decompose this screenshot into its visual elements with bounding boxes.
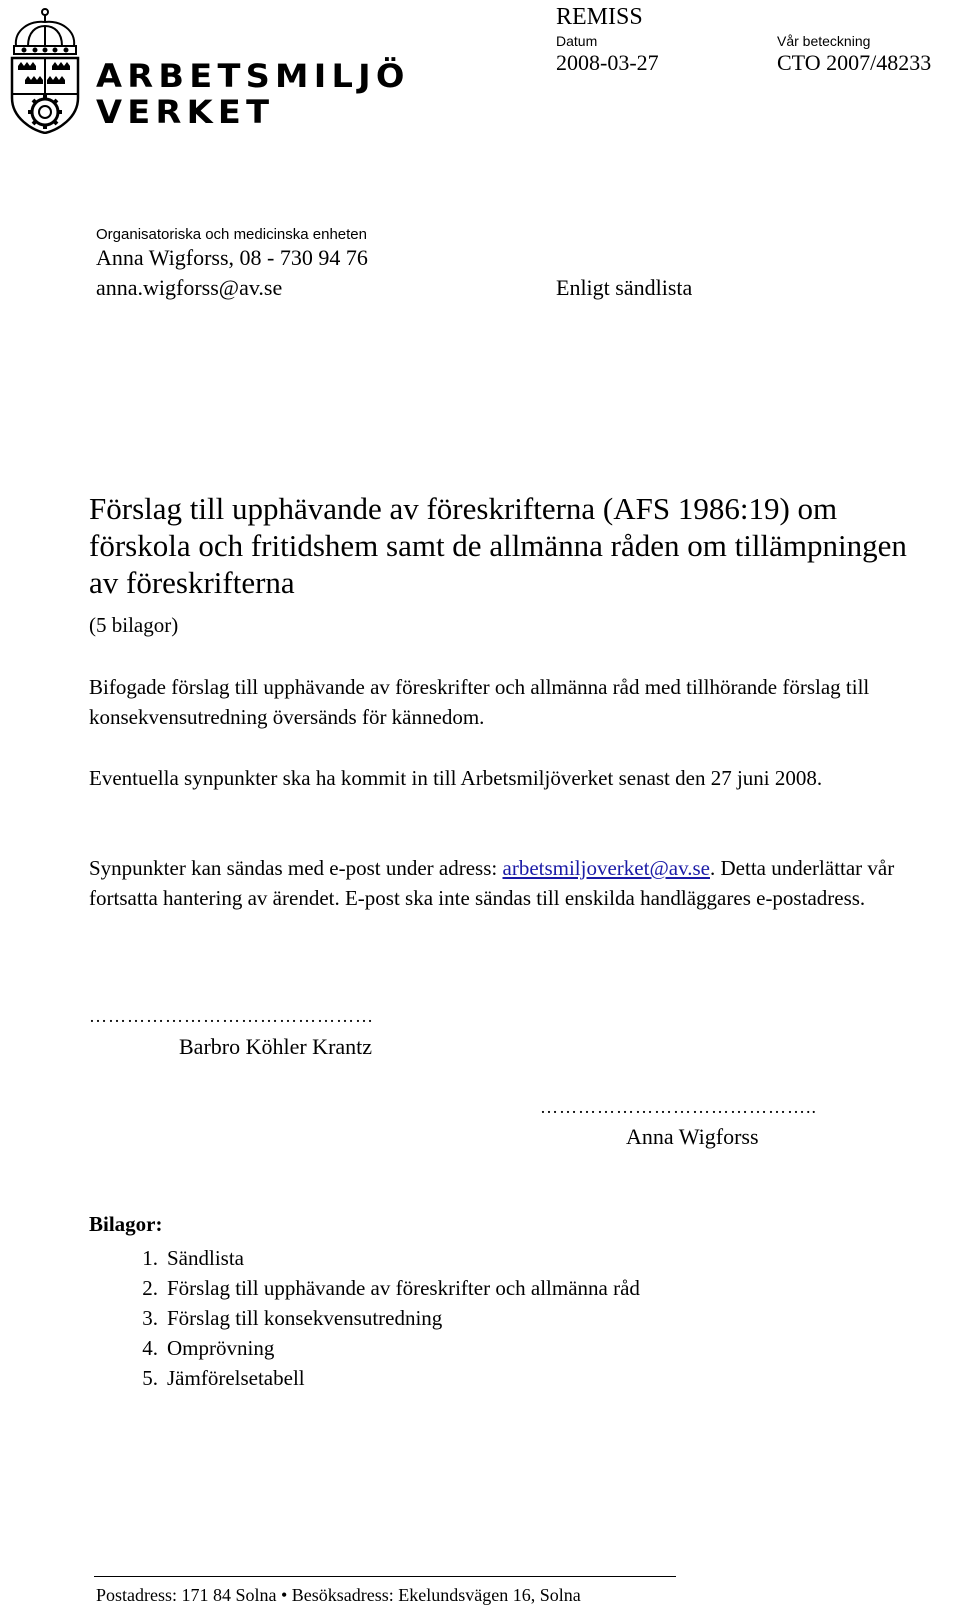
logo-text-line1: ARBETSMILJÖ [96, 57, 410, 95]
document-title: Förslag till upphävande av föreskrifterna (AFS 1986:19) om förskola och fritidshem samt de allmänna råden om tillämpningen av föreskrifterna [89, 491, 907, 600]
signer-2-name: Anna Wigforss [626, 1124, 759, 1149]
paragraph-3-intro: Synpunkter kan sändas med e-post under adress: [89, 856, 503, 880]
list-item-number: 2. [142, 1276, 158, 1300]
signature-line-1: ……………………………………… [89, 1006, 374, 1026]
sender-name-phone: Anna Wigforss, 08 - 730 94 76 [96, 245, 368, 270]
attachment-count: (5 bilagor) [89, 613, 179, 637]
signer-1-name: Barbro Köhler Krantz [179, 1034, 373, 1059]
date-label: Datum [556, 33, 598, 49]
attachments-heading: Bilagor: [89, 1212, 163, 1236]
sender-department: Organisatoriska och medicinska enheten [96, 226, 367, 243]
body-paragraph-2: Eventuella synpunkter ska ha kommit in till Arbetsmiljöverket senast den 27 juni 2008. [89, 766, 823, 790]
list-item-number: 5. [142, 1366, 158, 1390]
list-item-number: 3. [142, 1306, 158, 1330]
list-item [89, 1333, 640, 1363]
list-item-number: 4. [142, 1336, 158, 1360]
list-item-label: Förslag till konsekvensutredning [167, 1306, 443, 1330]
list-item-number: 1. [142, 1246, 158, 1270]
list-item [89, 1363, 640, 1393]
paragraph-3-rest: . Detta underlättar vår fortsatta hantering av ärendet. E-post ska inte sändas till enskilda handläggares e-postadress. [89, 856, 895, 910]
list-item [89, 1273, 640, 1303]
list-item-label: Förslag till upphävande av föreskrifter och allmänna råd [167, 1276, 640, 1300]
logo-text-line2: VERKET [96, 93, 275, 131]
reference-value: CTO 2007/48233 [777, 50, 932, 75]
list-item-label: Sändlista [167, 1246, 244, 1270]
attachments-list [89, 1243, 640, 1393]
body-paragraph-1: Bifogade förslag till upphävande av föreskrifter och allmänna råd med tillhörande förslag till konsekvensutredning översänds för kännedom. [89, 675, 870, 729]
list-item [89, 1243, 640, 1273]
list-item [89, 1303, 640, 1333]
email-link[interactable]: arbetsmiljoverket@av.se [502, 856, 710, 880]
signature-line-2: …………………………………….. [540, 1097, 817, 1117]
list-item-label: Jämförelsetabell [167, 1366, 305, 1390]
recipient: Enligt sändlista [556, 275, 693, 300]
document-type: REMISS [556, 4, 643, 30]
sender-email: anna.wigforss@av.se [96, 275, 283, 300]
crown-shield-gear-emblem-icon [6, 6, 84, 134]
reference-label: Vår beteckning [777, 33, 871, 49]
footer-divider [94, 1576, 676, 1577]
list-item-label: Omprövning [167, 1336, 275, 1360]
footer-address: Postadress: 171 84 Solna • Besöksadress: Ekelundsvägen 16, Solna [96, 1585, 581, 1605]
body-paragraph-3 [89, 853, 929, 913]
date-value: 2008-03-27 [556, 50, 659, 75]
